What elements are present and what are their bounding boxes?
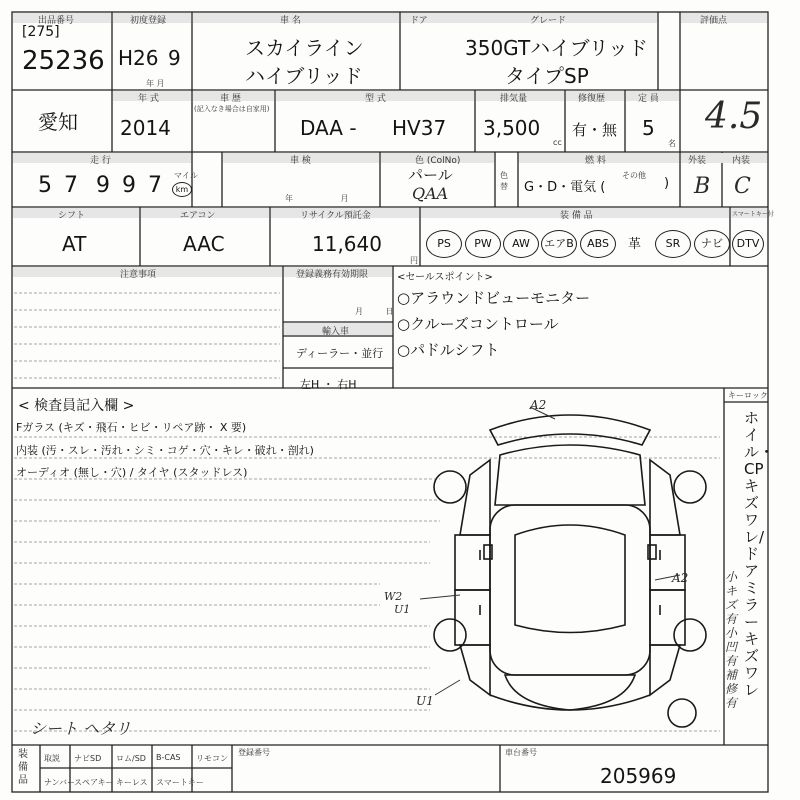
damage-mark-left-w: W2 (384, 590, 403, 603)
auction-score: 4.5 (705, 96, 763, 137)
first-reg-units: 年 月 (146, 79, 165, 88)
model-year: 2014 (120, 116, 171, 140)
damage-mark-right: A2 (672, 571, 689, 585)
dealer-or-parallel: ディーラー・並行 (296, 347, 384, 360)
exterior-label: 外装 (688, 156, 707, 166)
equip-airbag: エアB (541, 230, 577, 258)
recycle-fee: 11,640 (312, 232, 382, 256)
equip-sunroof: SR (655, 230, 691, 258)
footer-item-manual: 取説 (44, 754, 60, 763)
mileage-label: 走 行 (90, 156, 111, 166)
damage-mark-left-u: U1 (394, 603, 411, 616)
repair-history-label: 修復歴 (578, 94, 606, 104)
mileage-digit: 7 (64, 173, 78, 198)
footer-item-navi-sd: ナビSD (74, 754, 102, 763)
side-damage-legend: ホイル・CPキズ ワレ/ドアミラー キズ ワレ (744, 409, 775, 699)
color-code: QAA (412, 184, 449, 203)
model-code-label: 型 式 (365, 94, 386, 104)
caution-label: 注意事項 (120, 270, 157, 280)
mileage-unit-miles: マイル (174, 171, 198, 180)
fuel-close: ) (664, 176, 670, 191)
shaken-units: 年 月 (285, 194, 349, 203)
footer-item-keyless: キーレス (116, 778, 148, 787)
shift: AT (62, 232, 87, 256)
capacity: 5 (642, 116, 655, 140)
exterior-grade: B (694, 174, 711, 199)
dealer-period-label: 登録義務有効期限 (296, 270, 369, 280)
displacement-unit: cc (553, 138, 562, 147)
score-label: 評価点 (700, 16, 728, 26)
lot-label: 出品番号 (38, 16, 75, 26)
shaken-label: 車 検 (290, 156, 311, 166)
sales-point-1: ○アラウンドビューモニター (397, 289, 591, 307)
car-name-line-1: スカイライン (245, 36, 364, 60)
grade-line-2: タイプSP (505, 64, 589, 88)
inspector-audio-tyre: オーディオ (無し・穴) / タイヤ (スタッドレス) (16, 466, 248, 479)
color-label: 色 (ColNo) (415, 156, 461, 166)
car-name-label: 車 名 (280, 16, 301, 26)
equip-ps: PS (426, 230, 462, 258)
equip-dtv: DTV (732, 230, 764, 258)
import-label: 輸入車 (322, 327, 350, 337)
first-reg-month: 9 (168, 46, 181, 70)
interior-label: 内装 (732, 156, 751, 166)
sales-point-3: ○パドルシフト (397, 341, 500, 359)
footer-item-bcas: B-CAS (156, 753, 181, 762)
inspector-interior: 内装 (汚・スレ・汚れ・シミ・コゲ・穴・キレ・破れ・剖れ) (16, 444, 314, 457)
smart-key-label: スマートキー付 (732, 211, 774, 218)
air-conditioning: AAC (183, 232, 225, 256)
lot-number: 25236 (22, 46, 105, 76)
mileage-digit: 9 (122, 173, 136, 198)
inspector-title: < 検査員記入欄 > (18, 398, 135, 414)
steering-side: 左H ・ 右H (300, 378, 357, 391)
fuel-other-label: その他 (622, 171, 646, 180)
color-change-label: 色替 (500, 171, 508, 191)
model-prefix: DAA - (300, 116, 357, 140)
footer-item-spare-key: スペアキー (74, 778, 114, 787)
color: パール (408, 166, 453, 184)
sales-point-label: <セールスポイント> (397, 272, 493, 283)
chassis-number: 205969 (600, 764, 677, 788)
model-year-label: 年 式 (138, 94, 159, 104)
fuel-label: 燃 料 (585, 156, 606, 166)
lot-bracket: [275] (22, 24, 60, 40)
footer-item-smart-key: スマートキー (156, 778, 204, 787)
mileage-digit: 5 (38, 173, 52, 198)
ac-label: エアコン (180, 211, 216, 221)
equip-aw: AW (503, 230, 539, 258)
equip-abs: ABS (580, 230, 616, 258)
side-damage-handwritten: 小キズ有 小凹有 補修有 (725, 570, 738, 710)
recycle-label: リサイクル預託金 (300, 211, 371, 221)
history-label: 車 歴 (220, 94, 241, 104)
car-body-diagram (420, 395, 720, 740)
first-reg-label: 初度登録 (130, 16, 167, 26)
car-name-line-2: ハイブリッド (245, 64, 363, 88)
key-lock-label: キーロック (728, 391, 768, 400)
displacement-label: 排気量 (500, 94, 528, 104)
capacity-label: 定 員 (638, 94, 659, 104)
mileage-digit: 7 (148, 173, 162, 198)
displacement: 3,500 (483, 116, 541, 140)
mileage-unit-km: km (172, 182, 192, 197)
recycle-unit: 円 (410, 256, 418, 265)
grade-line-1: 350GTハイブリッド (465, 36, 648, 60)
equip-navi: ナビ (694, 230, 730, 258)
interior-grade: C (734, 174, 751, 199)
inspector-handwritten-note: シート ヘタリ (30, 719, 132, 738)
capacity-unit: 名 (668, 139, 676, 148)
history-note: (記入なき場合は自家用) (194, 105, 270, 113)
equip-leather: 革 (628, 237, 642, 252)
mileage-digit: 9 (96, 173, 110, 198)
model-code: HV37 (392, 116, 447, 140)
footer-equip-label: 装備品 (18, 749, 28, 786)
footer-item-rom-sd: ロム/SD (116, 754, 146, 763)
sales-point-2: ○クルーズコントロール (397, 315, 559, 333)
shift-label: シフト (58, 211, 86, 221)
footer-item-number: ナンバー (44, 778, 76, 787)
damage-mark-rear: U1 (416, 694, 434, 708)
door-label: ドア (410, 16, 428, 26)
first-reg-era: H26 (118, 46, 159, 70)
footer-item-remote: リモコン (196, 754, 228, 763)
repair-history: 有・無 (572, 121, 618, 139)
inspector-windshield: Fガラス (キズ・飛石・ヒビ・リペア跡・ X 要) (16, 421, 247, 434)
region: 愛知 (38, 110, 78, 134)
chassis-number-label: 車台番号 (505, 748, 537, 757)
equipment-label: 装 備 品 (560, 211, 593, 221)
damage-mark-front: A2 (530, 398, 547, 412)
registration-number-label: 登録番号 (238, 748, 270, 757)
fuel-options: G・D・電気 ( (524, 180, 606, 195)
month-day-units: 月 日 (355, 307, 394, 316)
grade-label: グレード (530, 16, 567, 26)
equip-pw: PW (465, 230, 501, 258)
